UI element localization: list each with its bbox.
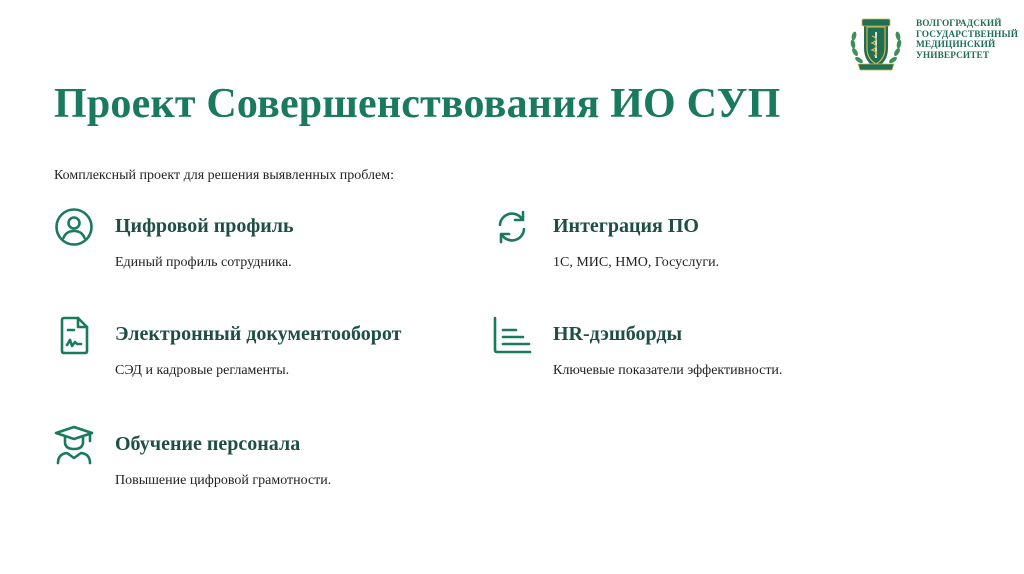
intro-text: Комплексный проект для решения выявленных проблем: <box>54 168 394 183</box>
university-logo <box>846 14 1019 74</box>
feature-description: 1С, МИС, НМО, Госуслуги. <box>553 255 720 270</box>
university-name-line: ВОЛГОГРАДСКИЙ <box>916 19 1002 29</box>
sync-arrows-icon <box>492 207 532 247</box>
dashboard-list-icon <box>492 315 532 355</box>
university-name-line: УНИВЕРСИТЕТ <box>916 50 990 61</box>
feature-description: Повышение цифровой грамотности. <box>115 473 332 488</box>
feature-description: Единый профиль сотрудника. <box>115 255 292 270</box>
university-name-line: МЕДИЦИНСКИЙ <box>916 40 996 50</box>
university-name-line: ГОСУДАРСТВЕННЫЙ <box>916 29 1019 40</box>
document-signature-icon <box>54 315 94 355</box>
university-emblem-icon <box>846 14 906 74</box>
feature-description: Ключевые показатели эффективности. <box>553 363 783 378</box>
feature-description: СЭД и кадровые регламенты. <box>115 363 290 378</box>
feature-title: Интеграция ПО <box>553 215 699 237</box>
user-profile-icon <box>54 207 94 247</box>
page-title: Проект Совершенствования ИО СУП <box>54 81 781 127</box>
feature-title: HR-дэшборды <box>553 323 683 345</box>
feature-title: Цифровой профиль <box>115 215 294 237</box>
feature-title: Обучение персонала <box>115 433 301 455</box>
graduate-cap-icon <box>54 425 94 465</box>
university-name <box>916 19 1018 61</box>
feature-title: Электронный документооборот <box>115 323 402 345</box>
